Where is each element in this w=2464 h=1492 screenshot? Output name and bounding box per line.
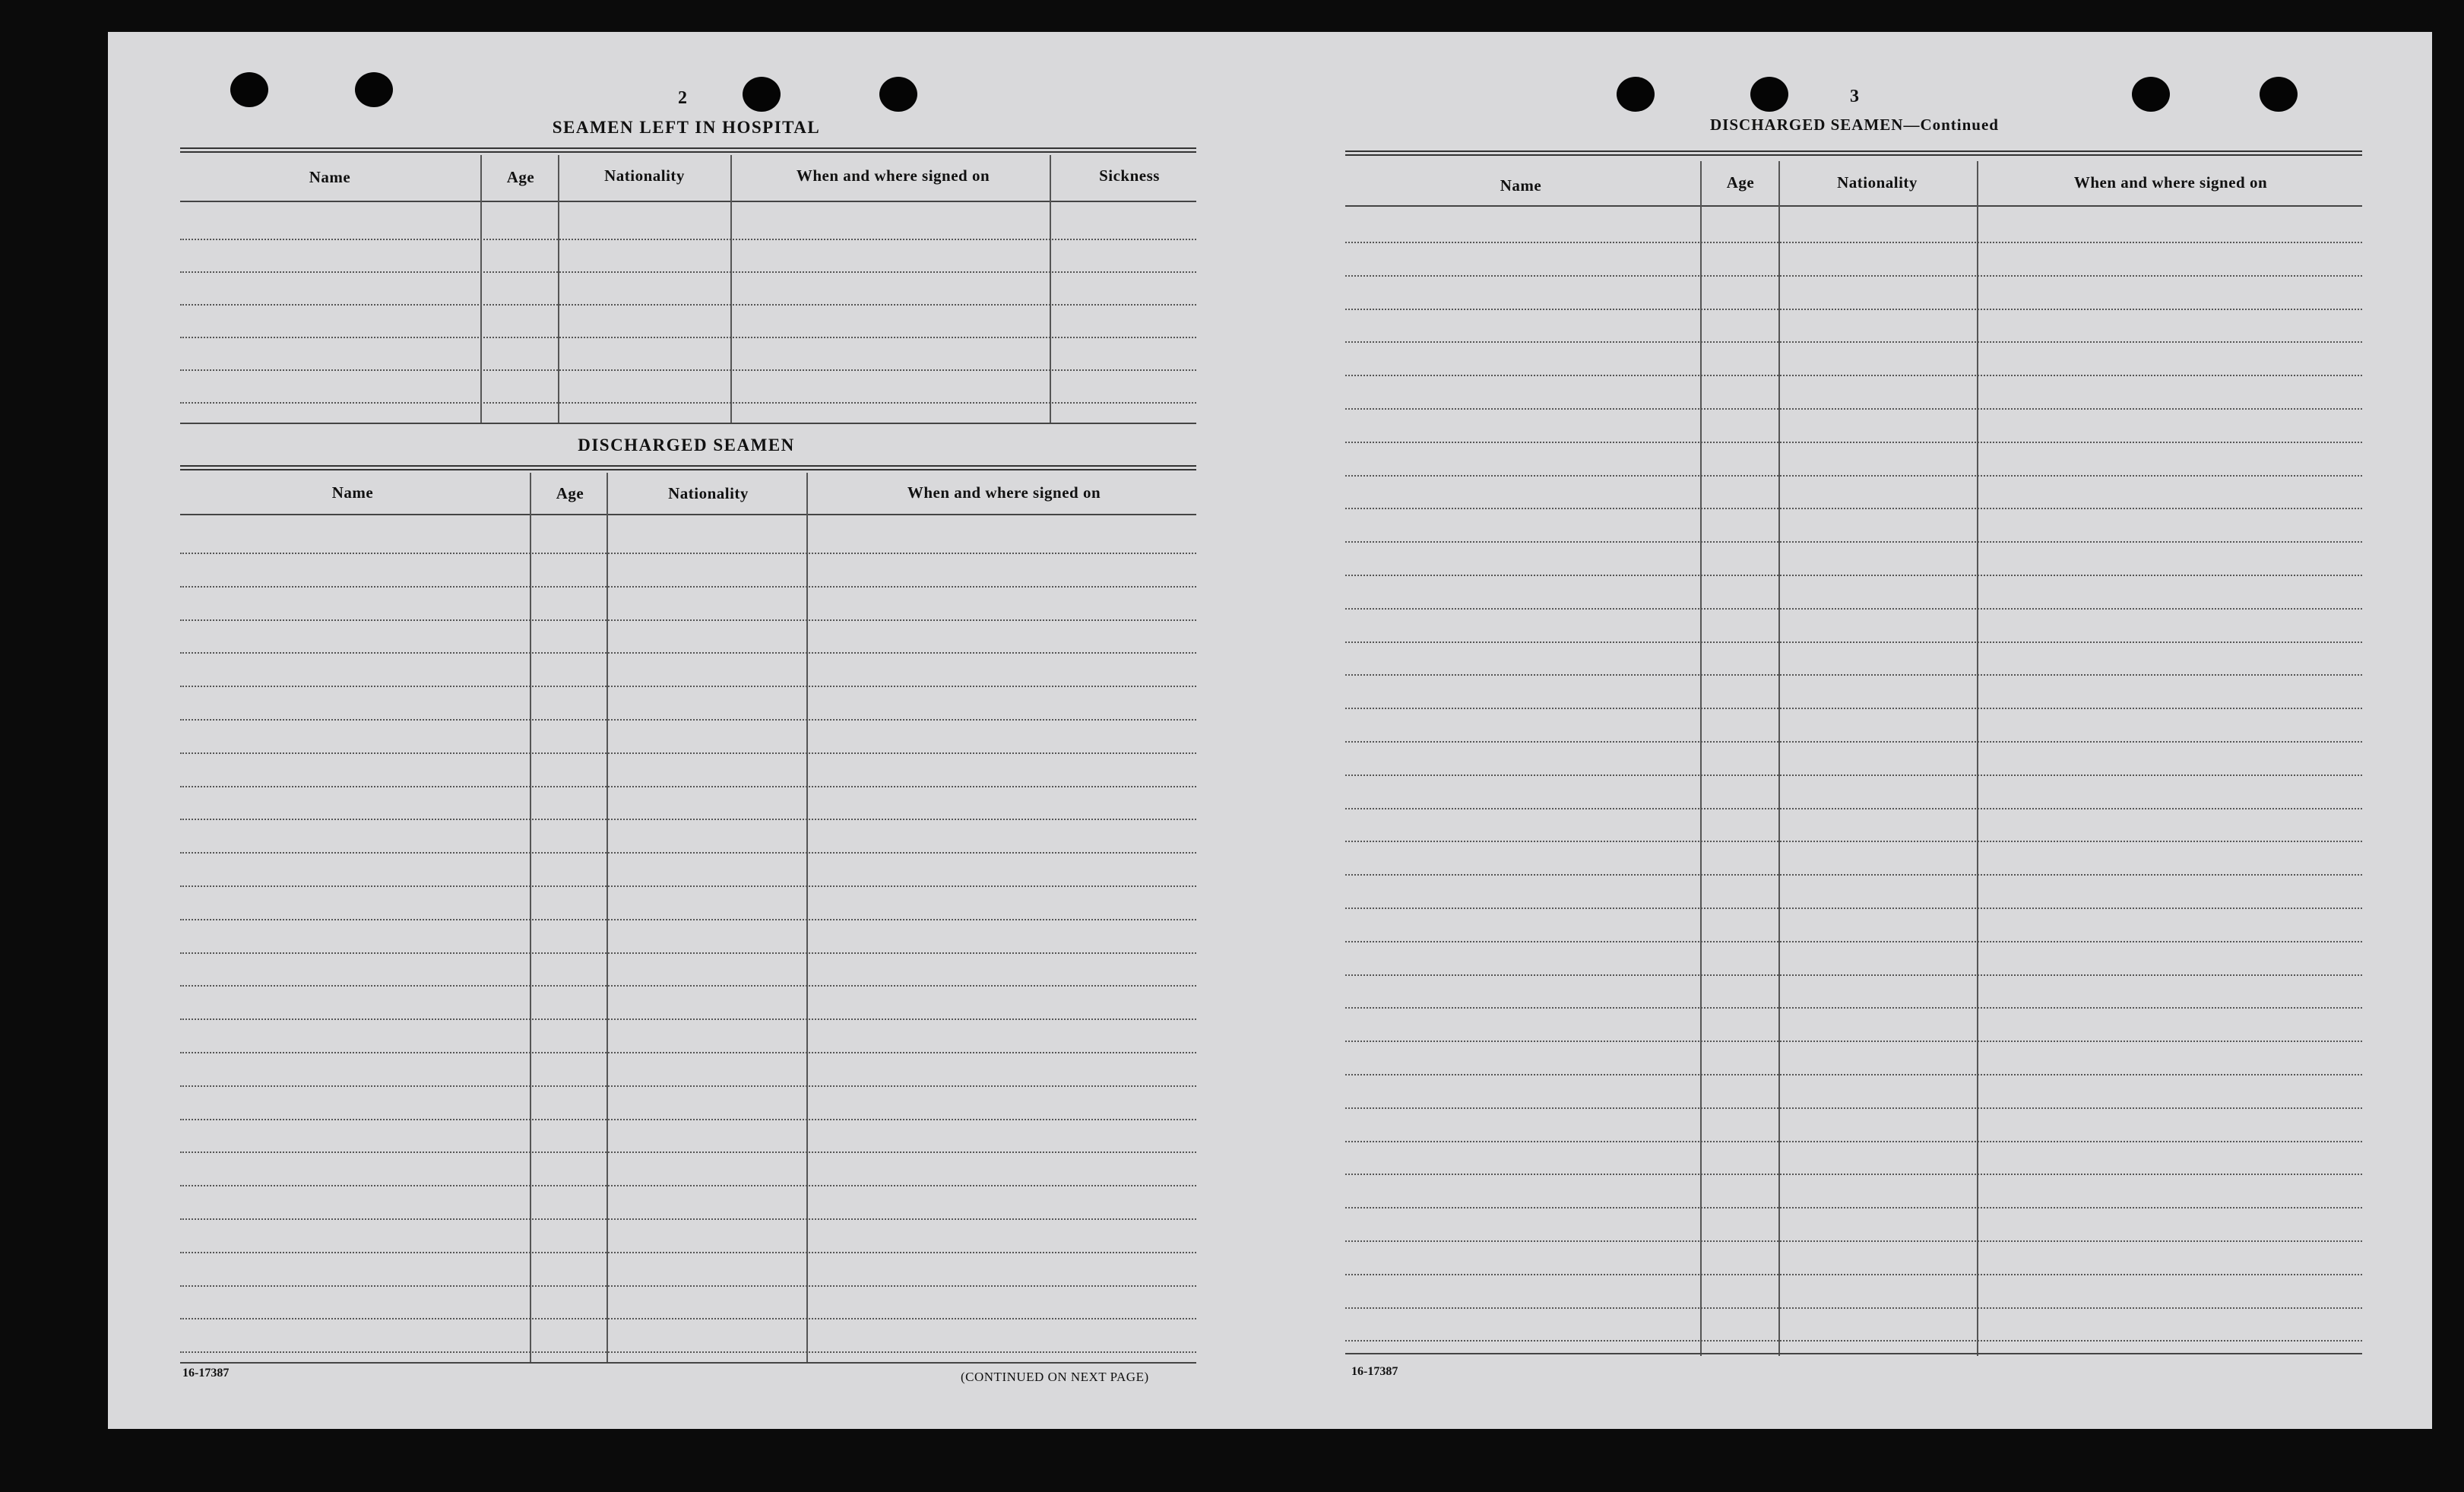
- page-number: 3: [1850, 87, 1859, 106]
- blank-entry-line: [1345, 1107, 2362, 1109]
- column-divider: [480, 155, 482, 423]
- blank-entry-line: [180, 1218, 1196, 1220]
- blank-entry-line: [180, 402, 1196, 404]
- blank-entry-line: [1345, 708, 2362, 709]
- blank-entry-line: [1345, 541, 2362, 543]
- punch-hole: [2260, 77, 2298, 112]
- column-divider: [1050, 155, 1051, 423]
- punch-hole: [230, 72, 268, 107]
- column-divider: [1977, 161, 1978, 1356]
- blank-entry-line: [180, 752, 1196, 754]
- blank-entry-line: [180, 719, 1196, 721]
- blank-entry-line: [1345, 1074, 2362, 1075]
- blank-entry-line: [1345, 641, 2362, 643]
- column-divider: [730, 155, 732, 423]
- punch-hole: [2132, 77, 2170, 112]
- blank-entry-line: [180, 819, 1196, 820]
- blank-entry-line: [1345, 475, 2362, 477]
- column-divider: [806, 473, 808, 1362]
- blank-entry-line: [1345, 275, 2362, 277]
- blank-entry-line: [180, 786, 1196, 787]
- blank-entry-line: [1345, 442, 2362, 443]
- blank-entry-line: [1345, 1207, 2362, 1208]
- blank-entry-line: [180, 369, 1196, 371]
- column-header-nationality: Nationality: [604, 166, 685, 185]
- bottom-rule: [1345, 1353, 2362, 1354]
- blank-entry-line: [1345, 608, 2362, 610]
- column-divider: [606, 473, 608, 1362]
- form-number: 16-17387: [182, 1367, 230, 1380]
- blank-entry-line: [180, 852, 1196, 854]
- column-header-name: Name: [309, 168, 351, 186]
- blank-entry-line: [180, 1119, 1196, 1120]
- blank-entry-line: [1345, 874, 2362, 876]
- blank-entry-line: [180, 1018, 1196, 1020]
- blank-entry-line: [1345, 974, 2362, 976]
- blank-entry-line: [180, 337, 1196, 338]
- header-rule: [180, 514, 1196, 515]
- blank-entry-line: [1345, 408, 2362, 410]
- blank-entry-line: [180, 619, 1196, 621]
- blank-entry-line: [180, 1052, 1196, 1053]
- form-number: 16-17387: [1351, 1365, 1398, 1378]
- blank-entry-line: [1345, 775, 2362, 776]
- column-header-name: Name: [331, 483, 374, 502]
- blank-entry-line: [1345, 1340, 2362, 1342]
- blank-entry-line: [1345, 309, 2362, 310]
- blank-entry-line: [1345, 508, 2362, 509]
- blank-entry-line: [1345, 341, 2362, 343]
- blank-entry-line: [1345, 1174, 2362, 1175]
- blank-entry-line: [180, 1351, 1196, 1353]
- header-rule: [1345, 205, 2362, 207]
- blank-entry-line: [180, 1085, 1196, 1087]
- blank-entry-line: [180, 1252, 1196, 1253]
- column-header-signed-on: When and where signed on: [2073, 173, 2268, 192]
- column-divider: [558, 155, 559, 423]
- punch-hole: [879, 77, 917, 112]
- page-number: 2: [678, 88, 687, 108]
- column-header-name: Name: [1500, 176, 1542, 195]
- column-header-signed-on: When and where signed on: [907, 483, 1101, 502]
- column-header-nationality: Nationality: [668, 484, 749, 502]
- blank-entry-line: [1345, 674, 2362, 676]
- blank-entry-line: [1345, 741, 2362, 743]
- blank-entry-line: [1345, 1007, 2362, 1009]
- blank-entry-line: [1345, 1141, 2362, 1142]
- column-header-age: Age: [556, 484, 584, 502]
- blank-entry-line: [1345, 375, 2362, 376]
- blank-entry-line: [180, 304, 1196, 306]
- blank-entry-line: [180, 1151, 1196, 1153]
- column-header-age: Age: [506, 168, 535, 186]
- blank-entry-line: [180, 586, 1196, 588]
- blank-entry-line: [1345, 808, 2362, 809]
- blank-entry-line: [180, 952, 1196, 954]
- blank-entry-line: [1345, 1240, 2362, 1242]
- column-divider: [1700, 161, 1702, 1356]
- punch-hole: [355, 72, 393, 107]
- blank-entry-line: [180, 239, 1196, 240]
- divider: [180, 147, 1196, 153]
- hospital-section-title: SEAMEN LEFT IN HOSPITAL: [552, 118, 821, 137]
- blank-entry-line: [180, 553, 1196, 554]
- blank-entry-line: [180, 686, 1196, 687]
- blank-entry-line: [1345, 1307, 2362, 1309]
- blank-entry-line: [1345, 908, 2362, 909]
- punch-hole: [1617, 77, 1655, 112]
- column-header-age: Age: [1726, 173, 1755, 192]
- column-header-sickness: Sickness: [1099, 166, 1160, 185]
- blank-entry-line: [180, 985, 1196, 987]
- column-divider: [530, 473, 531, 1362]
- blank-entry-line: [180, 885, 1196, 887]
- blank-entry-line: [180, 1185, 1196, 1186]
- blank-entry-line: [1345, 841, 2362, 842]
- bottom-rule: [180, 1362, 1196, 1364]
- divider: [180, 465, 1196, 470]
- discharged-continued-title: DISCHARGED SEAMEN—Continued: [1710, 116, 1999, 134]
- blank-entry-line: [1345, 1041, 2362, 1042]
- punch-hole: [1750, 77, 1788, 112]
- blank-entry-line: [180, 1285, 1196, 1287]
- blank-entry-line: [1345, 941, 2362, 942]
- column-header-nationality: Nationality: [1837, 173, 1918, 192]
- header-rule: [180, 201, 1196, 202]
- continued-note: (CONTINUED ON NEXT PAGE): [961, 1370, 1149, 1384]
- section-end-rule: [180, 423, 1196, 424]
- blank-entry-line: [180, 271, 1196, 273]
- punch-hole: [743, 77, 781, 112]
- blank-entry-line: [1345, 1274, 2362, 1275]
- blank-entry-line: [180, 919, 1196, 920]
- blank-entry-line: [1345, 575, 2362, 576]
- discharged-section-title: DISCHARGED SEAMEN: [578, 436, 795, 455]
- column-header-signed-on: When and where signed on: [796, 166, 990, 185]
- blank-entry-line: [1345, 242, 2362, 243]
- column-divider: [1778, 161, 1780, 1356]
- blank-entry-line: [180, 1318, 1196, 1319]
- divider: [1345, 150, 2362, 156]
- blank-entry-line: [180, 652, 1196, 654]
